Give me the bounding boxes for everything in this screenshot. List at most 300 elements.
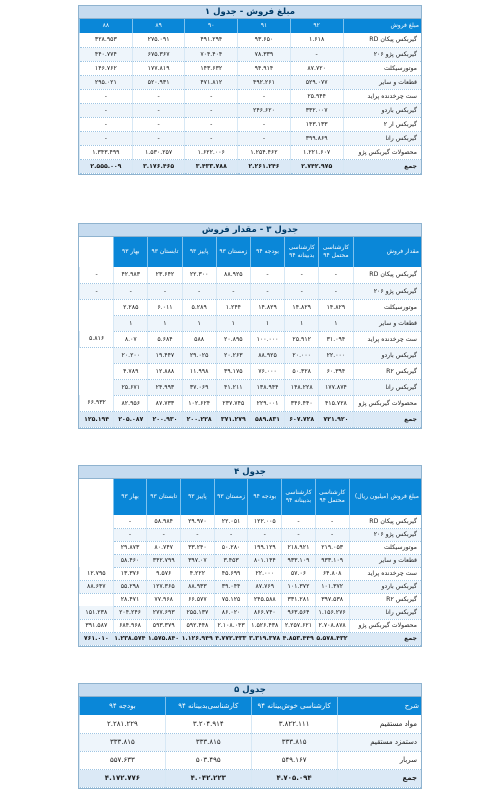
cell-value: ۱ <box>182 315 216 331</box>
cell-value: ۳۳۳.۸۱۵ <box>80 733 166 751</box>
cell-value: ۸۰.۷۴۷ <box>147 541 181 554</box>
table-row <box>80 47 422 61</box>
cell-value: ۱۴.۸۲۹ <box>319 299 353 315</box>
row-label: گیربکس R۲ <box>353 363 421 379</box>
column-header: ۸۹ <box>132 19 185 33</box>
cell-value: ۲.۲۸۵ <box>114 299 148 315</box>
cell-value: ۷۵.۱۲۵ <box>214 593 248 606</box>
table-row <box>80 331 422 347</box>
cell-value: ۶.۰۱۱ <box>148 299 182 315</box>
cell-value: ۳۹۷.۰۷ <box>181 554 215 567</box>
cell-value: ۱۲۷.۳۶۵ <box>147 580 181 593</box>
cell-value: - <box>80 267 114 283</box>
cell-value: ۹.۵۷۶ <box>147 567 181 580</box>
cell-value: ۲۷۷.۶۹۳ <box>147 606 181 619</box>
cell-value: ۹۳۳.۱۰۹ <box>315 554 349 567</box>
cell-value: ۵۷.۰۶ <box>282 567 316 580</box>
column-header: ۹۰ <box>185 19 238 33</box>
column-header: ۸۸ <box>80 19 133 33</box>
cell-value: - <box>250 283 284 299</box>
cell-value: - <box>132 103 185 117</box>
cell-value: ۳۳۱.۲۸۱ <box>282 593 316 606</box>
column-header: کارشناسی بدبینانه ۹۴ <box>285 237 319 267</box>
table-row <box>80 379 422 395</box>
cell-value: ۷۰۴.۴۰۴ <box>185 47 238 61</box>
cell-value: ۷۲۱.۹۲۰ <box>319 411 353 427</box>
cell-value: ۳۹۷.۵۳۸ <box>315 593 349 606</box>
cell-value: ۱۷۷.۸۱۹ <box>132 61 185 75</box>
cell-value: ۴.۷۸۹ <box>114 363 148 379</box>
cell-value: ۲.۵۵۵.۰۰۹ <box>80 159 133 173</box>
table-row <box>80 267 422 283</box>
cell-value: ۲۰.۸۹۵ <box>216 331 250 347</box>
cell-value: ۹۴.۹۱۴ <box>238 61 291 75</box>
cell-value: ۴.۷۷۲.۴۳۳ <box>214 632 248 645</box>
cell-value: ۴۴۰.۷۷۴ <box>80 47 133 61</box>
cell-value: ۱۴۳.۱۳۳ <box>290 117 343 131</box>
cell-value: ۱.۲۴۴ <box>216 299 250 315</box>
cell-value: ۳۹۱.۵۸۷ <box>80 619 114 632</box>
row-label: سربار <box>337 751 421 769</box>
cell-value: ۱۴۶.۷۶۲ <box>80 61 133 75</box>
cell-value: ۴.۱۷۲.۷۷۶ <box>80 769 166 787</box>
cell-value: ۲۰۰.۹۳۰ <box>148 411 182 427</box>
row-label: گیربکس رانا <box>349 606 421 619</box>
cell-value: ۱۴.۸۲۹ <box>285 299 319 315</box>
cell-value: ۹۳.۶۵۰ <box>238 33 291 47</box>
cell-value: ۲۲.۰۰۰ <box>319 347 353 363</box>
table-row <box>80 347 422 363</box>
cell-value: ۱۴.۸۲۹ <box>250 299 284 315</box>
cell-value: ۴.۲۲۲ <box>181 567 215 580</box>
cell-value: - <box>114 283 148 299</box>
cell-value: - <box>282 528 316 541</box>
table-row <box>80 593 422 606</box>
header-row <box>80 479 422 515</box>
cell-value: ۳۹.۰۴۴ <box>214 580 248 593</box>
cell-value: ۸.۰۷ <box>114 331 148 347</box>
column-header: تابستان ۹۳ <box>148 237 182 267</box>
table4-title: جدول ۴ <box>79 466 421 479</box>
cell-value: ۱.۵۳۰.۲۵۷ <box>132 145 185 159</box>
table-row <box>80 315 422 331</box>
cell-value: ۲۹.۸۷۳ <box>113 541 147 554</box>
cell-value: - <box>248 528 282 541</box>
cell-value: ۲.۷۰۸.۸۷۸ <box>315 619 349 632</box>
row-label: قطعات و سایر <box>343 75 421 89</box>
cell-value: ۲۵.۹۱۲ <box>285 331 319 347</box>
cell-value: ۵۰.۳۲۸ <box>285 363 319 379</box>
cell-value: - <box>216 283 250 299</box>
cell-value: - <box>147 528 181 541</box>
cell-value: ۱۹.۴۴۷ <box>148 347 182 363</box>
cell-value: ۵۸۹.۸۳۱ <box>250 411 284 427</box>
table-row <box>80 580 422 593</box>
row-label: جمع <box>349 632 421 645</box>
table5 <box>79 697 421 788</box>
cell-value: ۵۹۲.۴۴۸ <box>181 619 215 632</box>
table-row <box>80 89 422 103</box>
row-label: گیربکس پژو ۲۰۶ <box>343 47 421 61</box>
column-header: کارشناسی بدبینانه ۹۴ <box>282 479 316 515</box>
cell-value: ۲۵.۹۴۴ <box>290 89 343 103</box>
row-label: گیربکس رانا <box>353 379 421 395</box>
cell-value: ۲۰۴.۲۴۶ <box>113 606 147 619</box>
row-label: گیربکس پیکان RD <box>349 515 421 528</box>
table-row <box>80 363 422 379</box>
column-header: تابستان ۹۳ <box>147 479 181 515</box>
cell-value: - <box>80 117 133 131</box>
table4 <box>79 479 421 646</box>
row-label: گیربکس باردو <box>343 103 421 117</box>
cell-value: ۲۰.۲۶۳ <box>216 347 250 363</box>
cell-value: ۵.۶۸۴ <box>148 331 182 347</box>
cell-value: ۸۸.۹۲۵ <box>216 267 250 283</box>
cell-value: ۸۷.۷۳۳ <box>148 395 182 411</box>
row-label: جمع <box>353 411 421 427</box>
table1-block <box>78 5 422 175</box>
cell-value: - <box>250 267 284 283</box>
cell-value: ۶۶.۹۳۲ <box>80 395 114 411</box>
header-row <box>80 697 422 715</box>
cell-value: ۲۱۹.۰۵۳ <box>315 541 349 554</box>
table3-title: جدول ۳ - مقدار فروش <box>79 224 421 237</box>
cell-value: ۱.۱۵۶.۲۷۶ <box>315 606 349 619</box>
cell-value: ۱ <box>319 315 353 331</box>
cell-value: ۳۴۲.۷۹۹ <box>147 554 181 567</box>
cell-value: ۳۳.۲۴۰ <box>181 541 215 554</box>
cell-value: - <box>282 515 316 528</box>
column-header: کارشناسی محتمل ۹۴ <box>319 237 353 267</box>
cell-value: ۵.۲۸۹ <box>182 299 216 315</box>
cell-value: ۲.۲۶۱.۲۴۶ <box>238 159 291 173</box>
header-row <box>80 19 422 33</box>
row-label: موتورسیکلت <box>353 299 421 315</box>
cell-value: - <box>132 89 185 103</box>
cell-value: ۵۵.۲۹۸ <box>113 580 147 593</box>
cell-value: ۲۸.۴۷۱ <box>113 593 147 606</box>
row-label: جمع <box>343 159 421 173</box>
row-label: گیربکس پیکان RD <box>343 33 421 47</box>
cell-value: ۴۵.۶۹۹ <box>214 567 248 580</box>
row-label: گیربکس پیکان RD <box>353 267 421 283</box>
cell-value: ۱۷۷.۸۷۴ <box>319 379 353 395</box>
cell-value: - <box>113 515 147 528</box>
cell-value: ۴۲.۹۸۳ <box>114 267 148 283</box>
total-row <box>80 769 422 787</box>
cell-value: ۱۲.۸۸۸ <box>148 363 182 379</box>
cell-value: ۵۵۷.۶۳۳ <box>80 751 166 769</box>
cell-value: - <box>285 267 319 283</box>
table5-block <box>78 683 422 789</box>
row-label: موتورسیکلت <box>349 541 421 554</box>
table-row <box>80 751 422 769</box>
total-row <box>80 159 422 173</box>
cell-value: ۸۷.۷۲۰ <box>290 61 343 75</box>
cell-value: ۵.۵۷۸.۴۳۲ <box>315 632 349 645</box>
cell-value: - <box>319 283 353 299</box>
cell-value: ۳۳۳.۸۱۵ <box>251 733 337 751</box>
table-row <box>80 283 422 299</box>
row-label: دستمزد مستقیم <box>337 733 421 751</box>
cell-value: ۸۸.۹۲۵ <box>250 347 284 363</box>
cell-value: ۱.۲۲۱.۶۰۷ <box>290 145 343 159</box>
cell-value: ۵۸۸ <box>182 331 216 347</box>
cell-value: - <box>185 131 238 145</box>
cell-value: ۳.۳۱۹.۳۷۸ <box>248 632 282 645</box>
cell-value: ۱۲۲.۰۰۵ <box>248 515 282 528</box>
cell-value: ۷۶۱.۰۱۰ <box>80 632 114 645</box>
cell-value: ۲.۲۸۱.۲۲۹ <box>80 715 166 733</box>
cell-value: - <box>185 117 238 131</box>
cell-value: ۶۰.۳۹۴ <box>319 363 353 379</box>
cell-value: - <box>132 117 185 131</box>
cell-value: ۱۳.۳۷۶ <box>113 567 147 580</box>
cell-value: ۵۲۹.۰۷۷ <box>290 75 343 89</box>
cell-value: ۶۴.۸۰۸ <box>315 567 349 580</box>
cell-value: ۲۹.۹۷۰ <box>181 515 215 528</box>
cell-value: ۱.۲۵۴.۴۶۲ <box>238 145 291 159</box>
row-label: موتورسیکلت <box>343 61 421 75</box>
column-header: کارشناسی محتمل ۹۴ <box>315 479 349 515</box>
cell-value: ۱۴۳.۶۳۲ <box>185 61 238 75</box>
cell-value: ۹۶۳.۵۶۴ <box>282 606 316 619</box>
cell-value: ۵۸.۴۶۰ <box>113 554 147 567</box>
cell-value: ۱۲.۷۹۵ <box>80 567 114 580</box>
cell-value: ۱۴۸.۲۲۸ <box>285 379 319 395</box>
cell-value: ۱۳۸.۹۴۴ <box>250 379 284 395</box>
table-row <box>80 515 422 528</box>
table-row <box>80 528 422 541</box>
cell-value: ۷۶.۰۰۰ <box>250 363 284 379</box>
cell-value: ۱.۱۲۶.۹۴۹ <box>181 632 215 645</box>
cell-value: - <box>238 89 291 103</box>
cell-value: ۲۷۵.۰۹۱ <box>132 33 185 47</box>
table-row <box>80 75 422 89</box>
column-header: مبلغ فروش <box>343 19 421 33</box>
cell-value: ۴۱.۲۱۱ <box>216 379 250 395</box>
column-header: مبلغ فروش (میلیون ریال) <box>349 479 421 515</box>
cell-value: ۴۹۱.۲۹۴ <box>185 33 238 47</box>
table1 <box>79 19 421 174</box>
cell-value: ۳۹.۱۷۵ <box>216 363 250 379</box>
cell-value: - <box>185 89 238 103</box>
cell-value: ۱۰۲.۶۲۴ <box>182 395 216 411</box>
table-row <box>80 733 422 751</box>
cell-value: ۲.۷۴۲.۹۷۵ <box>290 159 343 173</box>
cell-value: ۲.۲۵۷.۶۲۱ <box>282 619 316 632</box>
cell-value: ۸۰۱.۱۴۴ <box>248 554 282 567</box>
row-label: محصولات گیربکس پژو <box>353 395 421 411</box>
cell-value: ۲۲.۰۵۱ <box>214 515 248 528</box>
cell-value: ۲۳۷.۷۴۵ <box>216 395 250 411</box>
cell-value: ۵۹۳.۳۷۹ <box>147 619 181 632</box>
table-row <box>80 131 422 145</box>
cell-value: ۲۰.۰۰۰ <box>285 347 319 363</box>
cell-value: ۴۷۱.۸۱۲ <box>185 75 238 89</box>
cell-value: ۳۴۶.۴۴۰ <box>285 395 319 411</box>
cell-value: ۲۲۹.۰۰۱ <box>250 395 284 411</box>
table3 <box>79 237 421 428</box>
cell-value: ۱.۲۳۸.۵۷۴ <box>113 632 147 645</box>
table5-title: جدول ۵ <box>79 684 421 697</box>
cell-value: - <box>148 283 182 299</box>
cell-value: ۲۹.۰۲۵ <box>182 347 216 363</box>
column-header: بودجه ۹۴ <box>250 237 284 267</box>
cell-value: ۸۲.۹۵۶ <box>114 395 148 411</box>
cell-value: ۲۲.۰۰۰ <box>248 567 282 580</box>
table-row <box>80 554 422 567</box>
cell-value: ۸۶۶.۷۴۰ <box>248 606 282 619</box>
table-row <box>80 117 422 131</box>
cell-value: - <box>80 89 133 103</box>
cell-value: ۷۷.۹۶۸ <box>147 593 181 606</box>
cell-value: ۱۲۵.۱۹۴ <box>80 411 114 427</box>
cell-value: ۷۸.۳۳۹ <box>238 47 291 61</box>
row-label: ست چرخدنده پراید <box>353 331 421 347</box>
cell-value: ۴۱۵.۷۲۸ <box>319 395 353 411</box>
cell-value: ۲۵۵.۱۳۷ <box>181 606 215 619</box>
cell-value: - <box>214 528 248 541</box>
cell-value: ۲۰.۲۰۰ <box>114 347 148 363</box>
cell-value: ۶۰۷.۷۲۸ <box>285 411 319 427</box>
table-row <box>80 395 422 411</box>
table1-title: مبلغ فروش - جدول ۱ <box>79 6 421 19</box>
cell-value: ۳۳۳.۸۱۵ <box>165 733 251 751</box>
cell-value: ۴.۸۵۳.۴۴۹ <box>282 632 316 645</box>
table-row <box>80 61 422 75</box>
cell-value: ۵۰.۲۸۰ <box>214 541 248 554</box>
cell-value: - <box>113 528 147 541</box>
cell-value: ۳۳۲.۰۰۷ <box>290 103 343 117</box>
cell-value: ۵۴۹.۱۶۷ <box>251 751 337 769</box>
cell-value: - <box>315 528 349 541</box>
column-header: ۹۲ <box>290 19 343 33</box>
table4-block <box>78 465 422 647</box>
cell-value: - <box>182 283 216 299</box>
table-row <box>80 567 422 580</box>
table-row <box>80 299 422 315</box>
cell-value: ۴.۰۴۲.۲۲۳ <box>165 769 251 787</box>
cell-value: ۸۷.۷۶۹ <box>248 580 282 593</box>
cell-value: ۸۸.۹۳۳ <box>181 580 215 593</box>
column-header: بودجه ۹۴ <box>248 479 282 515</box>
cell-value: ۱ <box>114 315 148 331</box>
row-label: ست چرخدنده پراید <box>343 89 421 103</box>
cell-value: ۲۰۵.۰۸۷ <box>114 411 148 427</box>
cell-value: ۹۳۳.۱۰۹ <box>282 554 316 567</box>
cell-value: ۱ <box>285 315 319 331</box>
cell-value: ۶۷۵.۳۶۷ <box>132 47 185 61</box>
cell-value: ۲۵.۶۷۱ <box>114 379 148 395</box>
table3-block <box>78 223 422 429</box>
cell-value: ۱۱.۹۹۸ <box>182 363 216 379</box>
cell-value: ۱.۵۲۶.۴۳۸ <box>248 619 282 632</box>
cell-value: ۱ <box>148 315 182 331</box>
cell-value: ۳.۸۲۲.۱۱۱ <box>251 715 337 733</box>
column-header: بودجه ۹۴ <box>80 697 166 715</box>
cell-value: - <box>315 515 349 528</box>
table-row <box>80 33 422 47</box>
cell-value: - <box>238 117 291 131</box>
cell-value: - <box>285 283 319 299</box>
cell-value: ۴.۷۰۵.۰۹۴ <box>251 769 337 787</box>
column-header: زمستان ۹۳ <box>216 237 250 267</box>
cell-value: - <box>80 103 133 117</box>
cell-value: ۱۵۱.۲۳۸ <box>80 606 114 619</box>
column-header: زمستان ۹۳ <box>214 479 248 515</box>
row-label: گیربکس پژو ۲۰۶ <box>353 283 421 299</box>
cell-value: ۳۱.۰۹۴ <box>319 331 353 347</box>
row-label: گیربکس ار ۲ <box>343 117 421 131</box>
table-row <box>80 619 422 632</box>
cell-value: ۱۰۰.۰۰۰ <box>250 331 284 347</box>
cell-value: ۶۸۴.۹۶۸ <box>113 619 147 632</box>
cell-value: ۴۹۲.۲۶۱ <box>238 75 291 89</box>
cell-value: ۳.۱۷۶.۴۶۵ <box>132 159 185 173</box>
row-label: قطعات و سایر <box>349 554 421 567</box>
row-label: گیربکس R۲ <box>349 593 421 606</box>
cell-value: ۱.۵۷۵.۸۴۰ <box>147 632 181 645</box>
row-label: جمع <box>337 769 421 787</box>
row-label: محصولات گیربکس پژو <box>343 145 421 159</box>
cell-value: - <box>80 131 133 145</box>
column-header: بهار ۹۳ <box>113 479 147 515</box>
cell-value: ۶۶.۵۷۷ <box>181 593 215 606</box>
cell-value: ۳۲۸.۹۵۳ <box>80 33 133 47</box>
cell-value: ۳۷.۰۶۹ <box>182 379 216 395</box>
total-row <box>80 411 422 427</box>
column-header: کارشناسی خوش‌بینانه ۹۴ <box>251 697 337 715</box>
cell-value: - <box>290 47 343 61</box>
table-row <box>80 715 422 733</box>
table-row <box>80 145 422 159</box>
cell-value: ۳۹۹.۸۶۹ <box>290 131 343 145</box>
cell-value: ۳۷۱.۲۷۹ <box>216 411 250 427</box>
cell-value: ۲۲.۳۰۰ <box>182 267 216 283</box>
cell-value: ۱ <box>216 315 250 331</box>
cell-value: ۳.۴۳۳.۷۸۸ <box>185 159 238 173</box>
cell-value: ۲.۱۰۸.۰۴۳ <box>214 619 248 632</box>
cell-value: ۲۴۶.۶۲۰ <box>238 103 291 117</box>
row-label: مواد مستقیم <box>337 715 421 733</box>
row-label: گیربکس باردو <box>353 347 421 363</box>
row-label: محصولات گیربکس پژو <box>349 619 421 632</box>
table-row <box>80 103 422 117</box>
row-label: قطعات و سایر <box>353 315 421 331</box>
cell-value: ۲۳.۶۴۲ <box>148 267 182 283</box>
cell-value: ۵۲۰.۹۳۱ <box>132 75 185 89</box>
cell-value: ۲۰۰.۲۲۸ <box>182 411 216 427</box>
cell-value: - <box>319 267 353 283</box>
column-header: شرح <box>337 697 421 715</box>
cell-value: ۵۸.۹۸۴ <box>147 515 181 528</box>
cell-value: ۲۱۸.۹۲۱ <box>282 541 316 554</box>
cell-value: ۲۴۵.۵۸۸ <box>248 593 282 606</box>
cell-value: - <box>80 283 114 299</box>
cell-value: ۵.۸۱۶ <box>80 331 114 347</box>
cell-value: ۸۶.۰۲۰ <box>214 606 248 619</box>
cell-value: ۱.۶۲۲.۰۰۶ <box>185 145 238 159</box>
cell-value: ۸۸.۶۴۷ <box>80 580 114 593</box>
row-label: گیربکس باردو <box>349 580 421 593</box>
column-header: ۹۱ <box>238 19 291 33</box>
cell-value: ۱.۳۴۳.۴۹۹ <box>80 145 133 159</box>
column-header: بهار ۹۳ <box>114 237 148 267</box>
row-label: گیربکس پژو ۲۰۶ <box>349 528 421 541</box>
header-row <box>80 237 422 267</box>
table-row <box>80 606 422 619</box>
